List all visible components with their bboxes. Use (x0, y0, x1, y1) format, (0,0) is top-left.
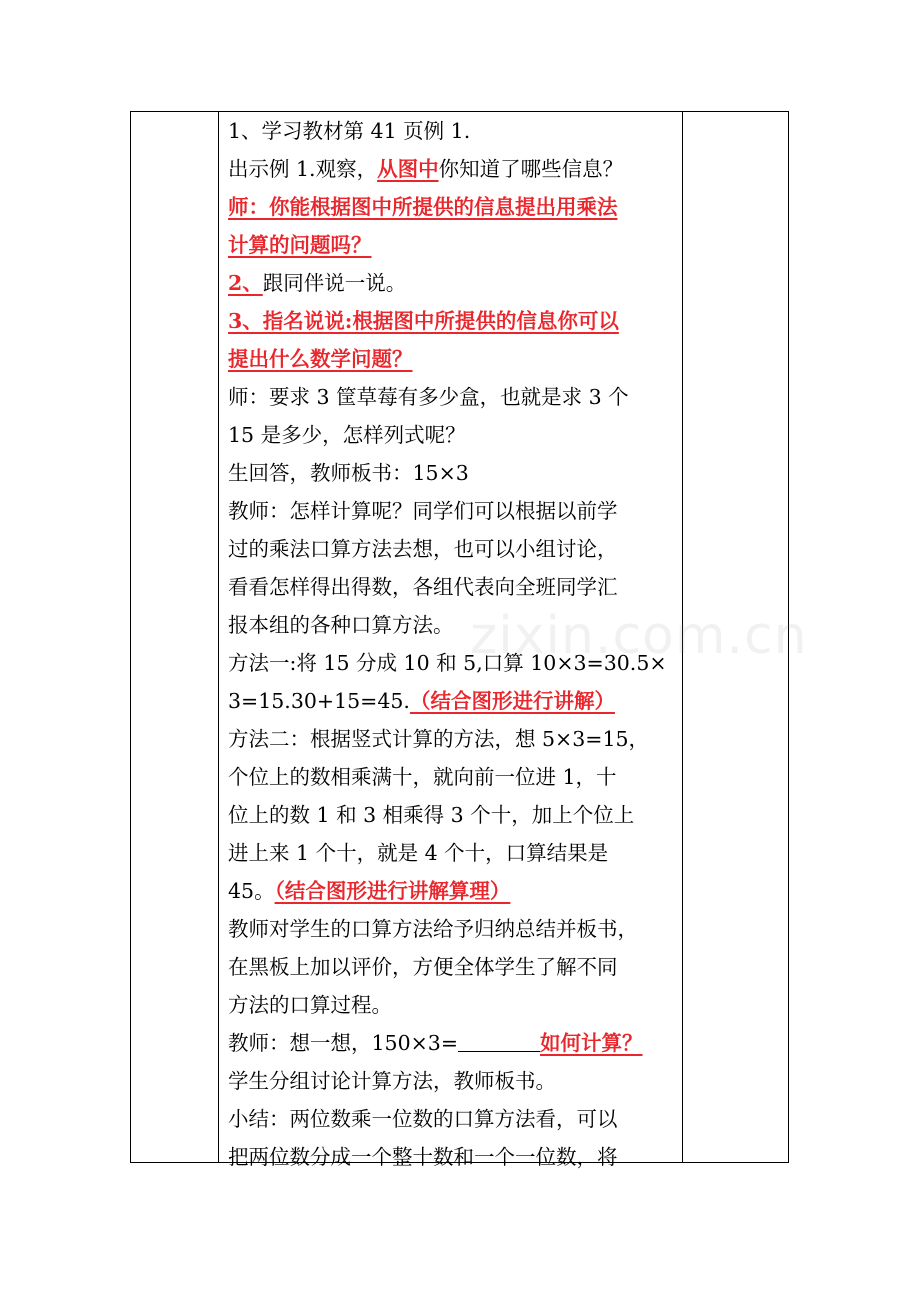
text-line (228, 682, 678, 720)
text-segment: 过的乘法口算方法去想，也可以小组讨论， (228, 537, 618, 561)
column-divider-right (682, 112, 683, 1162)
text-segment: 2、 (228, 271, 263, 295)
text-segment: 你知道了哪些信息？ (438, 157, 624, 181)
text-line (228, 378, 678, 416)
text-line (228, 910, 678, 948)
text-line (228, 568, 678, 606)
text-line (228, 986, 678, 1024)
text-line (228, 1062, 678, 1100)
text-segment: 如何计算？ (540, 1031, 643, 1055)
text-line (228, 872, 678, 910)
text-line (228, 758, 678, 796)
column-divider-left (218, 112, 219, 1162)
text-line (228, 150, 678, 188)
text-segment: 方法的口算过程。 (228, 993, 392, 1017)
text-line (228, 720, 678, 758)
text-segment: 出示例 1.观察， (228, 157, 378, 181)
text-line (228, 264, 678, 302)
text-line (228, 1024, 678, 1062)
text-segment: 教师：想一想，150×3= (228, 1031, 459, 1055)
text-line (228, 492, 678, 530)
text-segment: 15 是多少，怎样列式呢？ (228, 423, 466, 447)
text-line (228, 948, 678, 986)
text-line (228, 226, 678, 264)
text-segment: 师：要求 3 筐草莓有多少盒，也就是求 3 个 (228, 385, 629, 409)
text-line (228, 454, 678, 492)
text-segment: 方法一:将 15 分成 10 和 5,口算 10×3=30.5× (228, 651, 667, 675)
text-line (228, 340, 678, 378)
text-line (228, 796, 678, 834)
text-segment: （结合图形进行讲解算理） (274, 879, 511, 903)
answer-blank (458, 1025, 540, 1052)
text-line (228, 1100, 678, 1138)
text-segment: 学生分组讨论计算方法，教师板书。 (228, 1069, 556, 1093)
text-segment: 方法二：根据竖式计算的方法，想 5×3=15， (228, 727, 650, 751)
text-segment: 从图中 (377, 157, 439, 181)
text-segment: 教师：怎样计算呢？同学们可以根据以前学 (228, 499, 618, 523)
text-segment: 师：你能根据图中所提供的信息提出用乘法 (228, 195, 618, 219)
text-line (228, 1138, 678, 1176)
lesson-content-cell (228, 112, 678, 1176)
text-segment: 在黑板上加以评价，方便全体学生了解不同 (228, 955, 618, 979)
text-segment: 报本组的各种口算方法。 (228, 613, 454, 637)
text-segment: 跟同伴说一说。 (262, 271, 407, 295)
text-segment: 提出什么数学问题？ (228, 347, 413, 371)
text-line (228, 834, 678, 872)
text-line (228, 302, 678, 340)
text-line (228, 644, 678, 682)
text-line (228, 606, 678, 644)
text-line (228, 416, 678, 454)
text-segment: 进上来 1 个十，就是 4 个十，口算结果是 (228, 841, 609, 865)
watermark: zixin.com.cn (470, 606, 808, 666)
text-segment: 小结：两位数乘一位数的口算方法看，可以 (228, 1107, 618, 1131)
lesson-table (130, 111, 789, 1169)
text-segment: 教师对学生的口算方法给予归纳总结并板书， (228, 917, 638, 941)
text-line (228, 188, 678, 226)
text-segment: （结合图形进行讲解） (409, 689, 615, 713)
text-line (228, 530, 678, 568)
text-segment: 45。 (228, 879, 275, 903)
text-segment: 看看怎样得出得数，各组代表向全班同学汇 (228, 575, 618, 599)
text-segment: 3=15.30+15=45. (228, 689, 410, 713)
text-line (228, 112, 678, 150)
text-segment: 3、指名说说:根据图中所提供的信息你可以 (228, 309, 619, 333)
text-segment: 把两位数分成一个整十数和一个一位数，将 (228, 1145, 618, 1169)
text-segment: 生回答，教师板书：15×3 (228, 461, 469, 485)
text-segment: 1、学习教材第 41 页例 1. (228, 119, 471, 143)
text-segment: 位上的数 1 和 3 相乘得 3 个十，加上个位上 (228, 803, 635, 827)
text-segment: 个位上的数相乘满十，就向前一位进 1，十 (228, 765, 617, 789)
text-segment: 计算的问题吗？ (228, 233, 372, 257)
